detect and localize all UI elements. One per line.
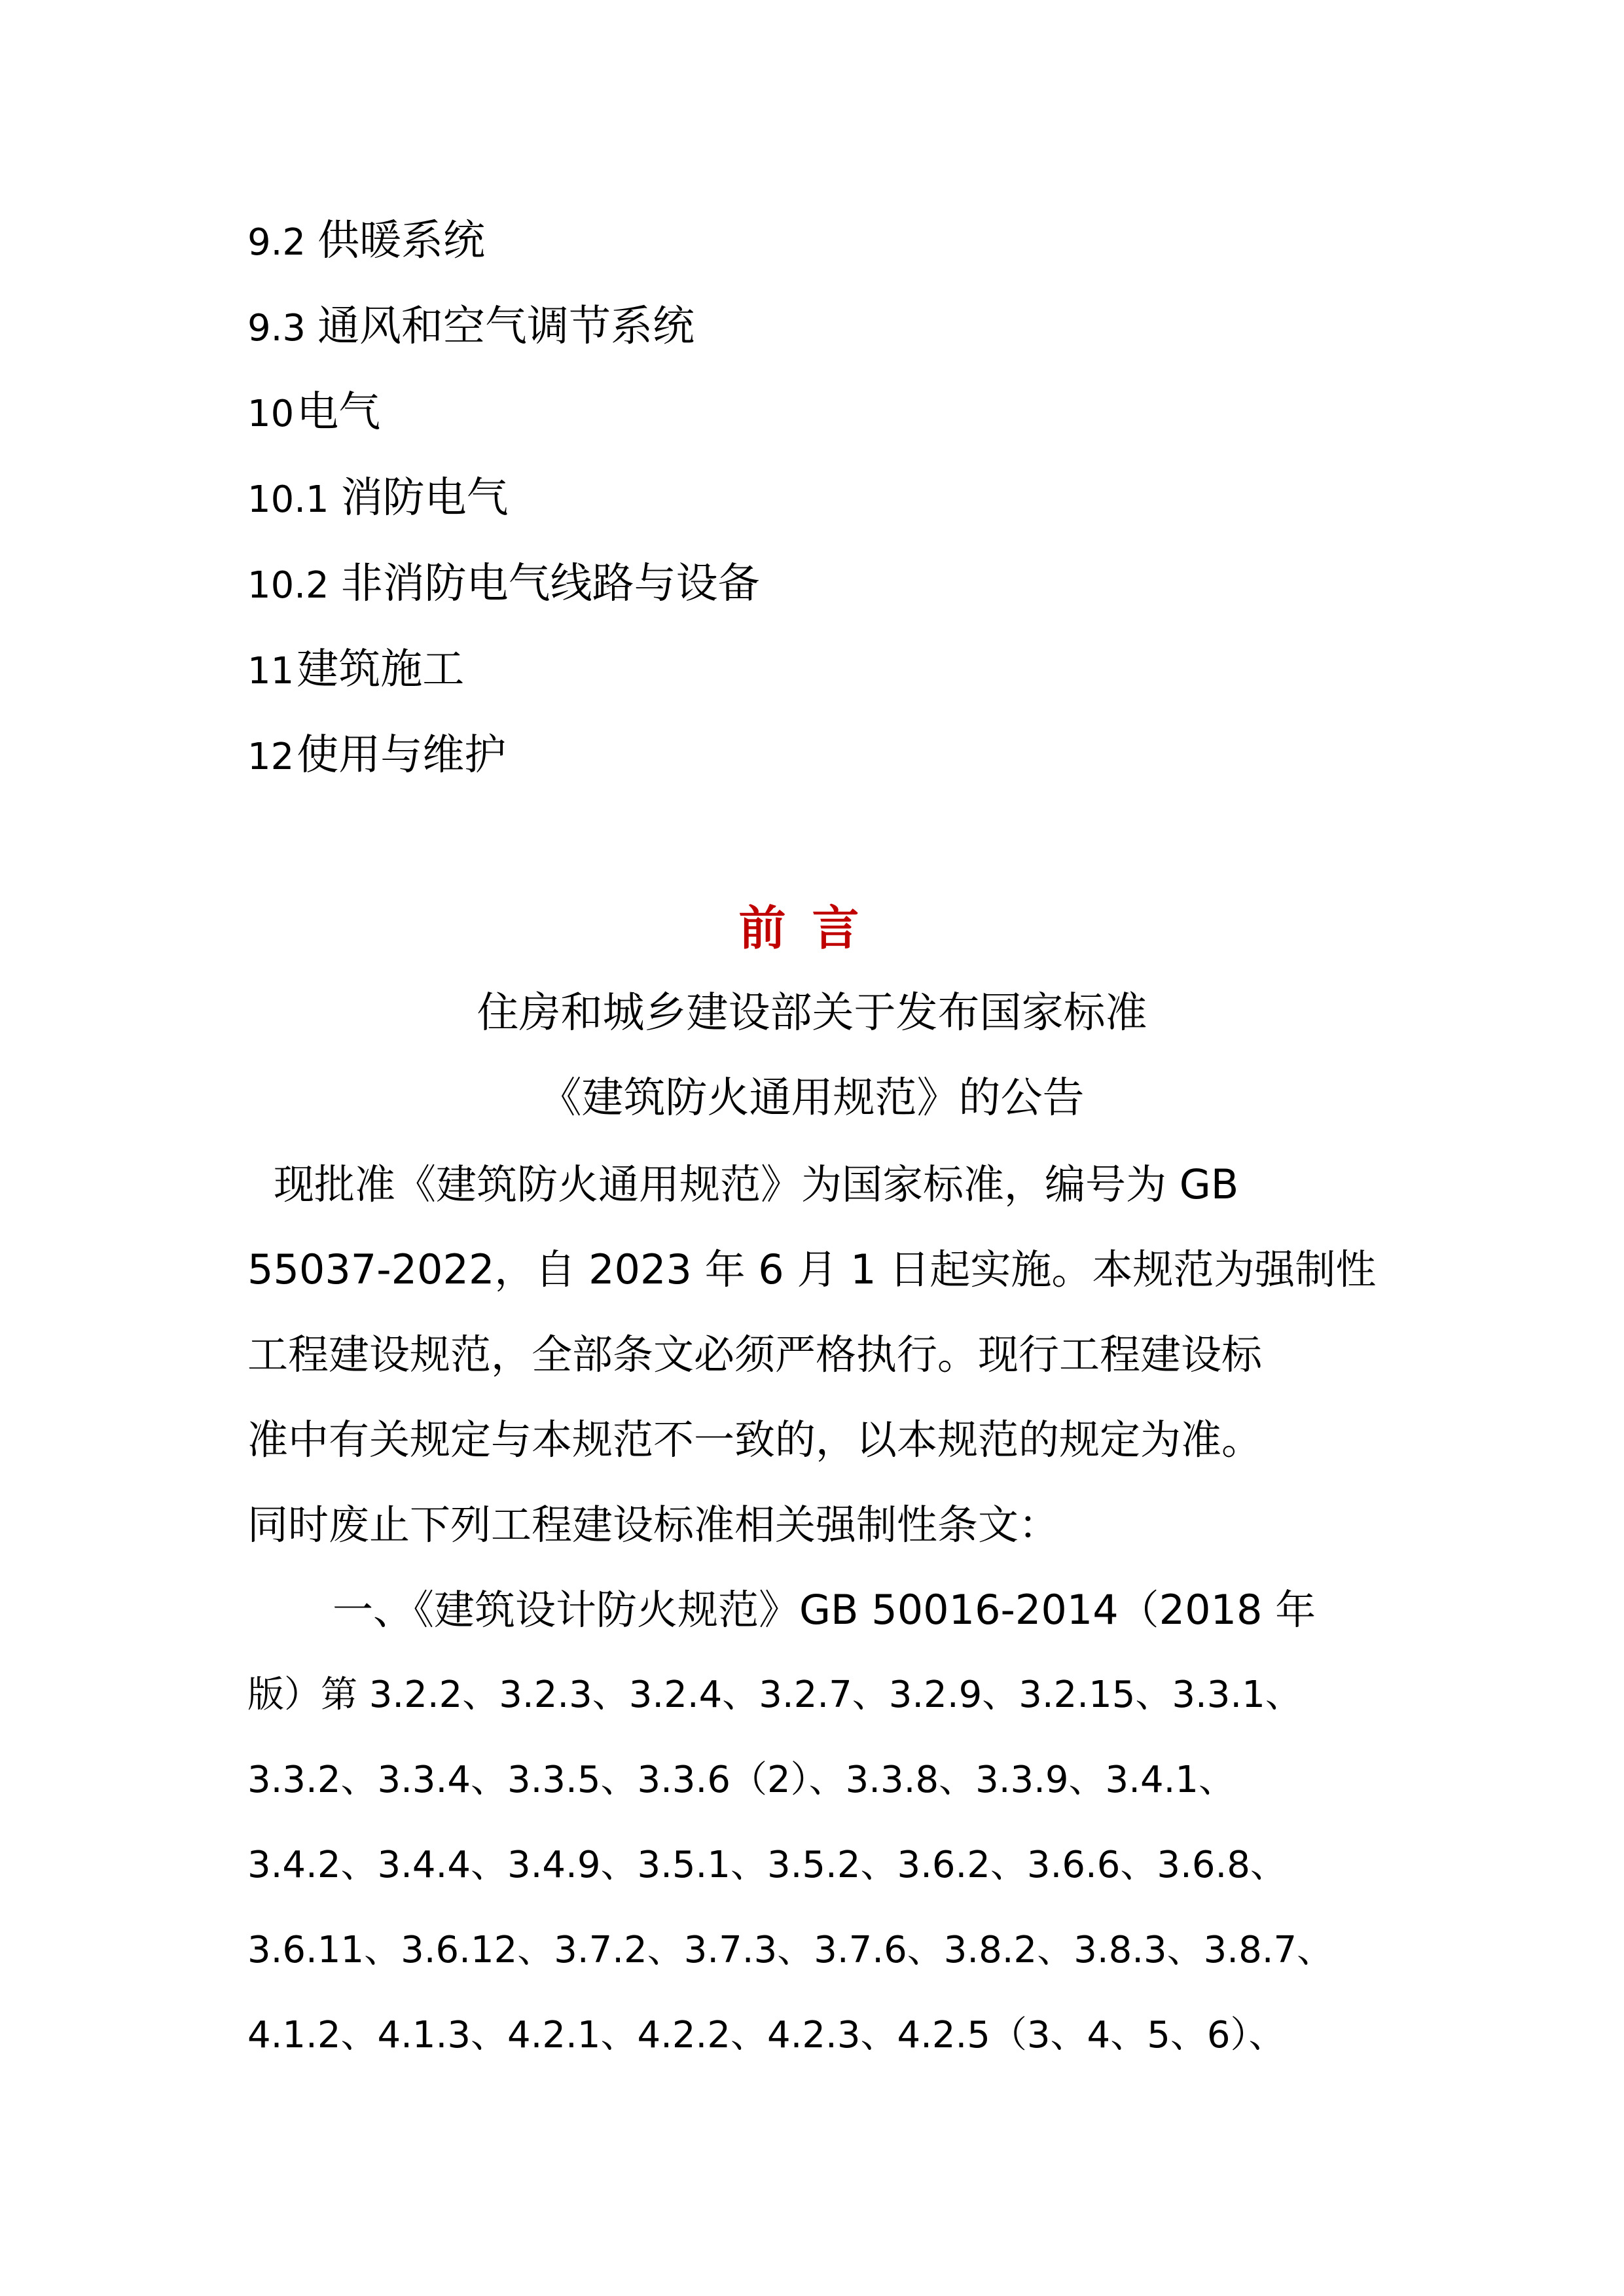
body-line: 同时废止下列工程建设标准相关强制性条文： — [247, 1501, 1060, 1549]
toc-item[interactable] — [247, 551, 1426, 637]
body-line: 55037-2022，自 2023 年 6 月 1 日起实施。本规范为强制性 — [247, 1246, 1377, 1293]
toc-item-number: 10.1 — [247, 478, 329, 521]
body-line: 3.3.2、3.3.4、3.3.5、3.3.6（2）、3.3.8、3.3.9、3.4.1、 — [247, 1759, 1236, 1801]
body-line: 4.1.2、4.1.3、4.2.1、4.2.2、4.2.3、4.2.5（3、4、5、6）、 — [247, 2014, 1286, 2056]
toc-item[interactable] — [247, 723, 1426, 808]
toc-item-label: 消防电气 — [340, 474, 509, 522]
toc-item-label: 使用与维护 — [297, 731, 507, 780]
toc-item-label: 电气 — [297, 388, 381, 437]
body-line: 3.6.11、3.6.12、3.7.2、3.7.3、3.7.6、3.8.2、3.8.3、3.8.7、 — [247, 1929, 1334, 1971]
toc-item[interactable] — [247, 208, 1426, 294]
preface-heading: 前言 — [738, 901, 886, 956]
toc-item-label: 建筑施工 — [297, 645, 465, 694]
toc-item[interactable] — [247, 637, 1426, 723]
table-of-contents — [247, 208, 1426, 808]
toc-item-number: 9.3 — [247, 307, 306, 350]
announcement-title-line1: 住房和城乡建设部关于发布国家标准 — [477, 989, 1147, 1037]
toc-item-label: 非消防电气线路与设备 — [340, 560, 760, 608]
body-line: 3.4.2、3.4.4、3.4.9、3.5.1、3.5.2、3.6.2、3.6.6、3.6.8、 — [247, 1844, 1287, 1886]
toc-item-label: 通风和空气调节系统 — [317, 302, 695, 351]
announcement-body — [247, 1152, 1377, 2088]
announcement-title-line2: 《建筑防火通用规范》的公告 — [539, 1074, 1085, 1122]
body-line: 工程建设规范，全部条文必须严格执行。现行工程建设标 — [247, 1331, 1263, 1378]
toc-item-number: 10.2 — [247, 564, 329, 607]
body-line: 现批准《建筑防火通用规范》为国家标准，编号为 GB — [274, 1160, 1239, 1208]
toc-item-number: 11 — [247, 650, 295, 692]
toc-item[interactable] — [247, 465, 1426, 551]
toc-item-number: 12 — [247, 736, 295, 778]
toc-item-label: 供暖系统 — [317, 217, 486, 265]
toc-item[interactable] — [247, 380, 1426, 465]
body-line: 一、《建筑设计防火规范》GB 50016-2014（2018 年 — [333, 1586, 1316, 1634]
body-line: 版）第 3.2.2、3.2.3、3.2.4、3.2.7、3.2.9、3.2.15、3.3.1、 — [247, 1674, 1302, 1716]
toc-item-number: 9.2 — [247, 221, 306, 264]
toc-item-number: 10 — [247, 393, 295, 435]
body-line: 准中有关规定与本规范不一致的，以本规范的规定为准。 — [247, 1416, 1263, 1463]
toc-item[interactable] — [247, 294, 1426, 380]
